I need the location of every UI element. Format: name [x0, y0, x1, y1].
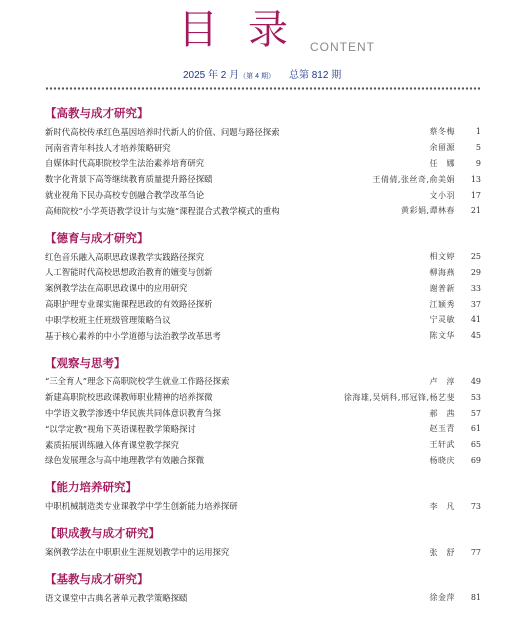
toc-entry[interactable] — [45, 405, 481, 421]
section-title: 【高教与成才研究】 — [45, 106, 149, 120]
article-author: 徐海雄,吴炳科,邢冠锋,杨艺斐 — [343, 392, 455, 402]
article-title: 素质拓展训练融入体育课堂教学探究 — [45, 439, 179, 450]
article-title: 新建高职院校思政课教师职业精神的培养探微 — [45, 392, 213, 403]
page-number: 45 — [470, 331, 481, 341]
article-title: 中职机械制造类专业课教学中学生创新能力培养探研 — [45, 501, 238, 512]
article-title: 案例教学法在高职思政课中的应用研究 — [45, 283, 188, 294]
article-title: 自媒体时代高职院校学生法治素养培育研究 — [45, 158, 205, 169]
article-author: 杨晓庆 — [429, 455, 455, 465]
issue-number: （第 4 期） — [239, 73, 275, 80]
article-title: 绿色发展理念与高中地理教学有效融合探微 — [45, 455, 205, 466]
dotted-divider — [45, 87, 481, 90]
toc-entry[interactable] — [45, 328, 481, 344]
page-number: 69 — [470, 455, 481, 465]
toc-section — [45, 522, 481, 560]
page-number: 5 — [475, 143, 481, 153]
page-number: 57 — [470, 408, 481, 418]
article-author: 郝 茜 — [429, 408, 455, 418]
toc-entry[interactable] — [45, 389, 481, 405]
article-title: 高师院校“小学英语教学设计与实施”课程混合式教学模式的重构 — [45, 205, 280, 216]
toc-section — [45, 476, 481, 514]
table-of-contents — [45, 102, 481, 614]
toc-section — [45, 227, 481, 344]
toc-entry[interactable] — [45, 156, 481, 172]
toc-entry[interactable] — [45, 140, 481, 156]
page-title: 目录 — [178, 7, 318, 53]
page-number: 33 — [470, 283, 481, 293]
section-title: 【观察与思考】 — [45, 355, 126, 370]
section-title: 【德育与成才研究】 — [45, 230, 149, 245]
toc-entry[interactable] — [45, 312, 481, 328]
article-title: “以学定教”视角下英语课程教学策略探讨 — [45, 423, 196, 434]
toc-entry[interactable] — [45, 590, 481, 606]
article-author: 李 凡 — [429, 501, 455, 511]
article-author: 文小羽 — [429, 190, 455, 200]
article-author: 江颖秀 — [429, 299, 455, 309]
article-author: 黄彩娟,谭林春 — [400, 206, 455, 216]
issue-date: 2025 年 2 月 — [183, 70, 240, 81]
article-title: 红色音乐融入高职思政课教学实践路径探究 — [45, 251, 205, 262]
section-title: 【基教与成才研究】 — [45, 571, 149, 586]
article-title: 数字化背景下高等继续教育质量提升路径探赜 — [45, 174, 213, 185]
article-title: 中学语文教学渗透中华民族共同体意识教育刍探 — [45, 408, 221, 419]
article-author: 相文婷 — [429, 252, 455, 262]
toc-section — [45, 568, 481, 606]
article-title: “三全育人”理念下高职院校学生就业工作路径探索 — [45, 376, 230, 387]
article-author: 张 舒 — [429, 547, 455, 557]
page-title-english: CONTENT — [310, 40, 375, 54]
toc-entry[interactable] — [45, 265, 481, 281]
article-author: 蔡冬梅 — [429, 127, 455, 137]
toc-entry[interactable] — [45, 203, 481, 219]
page-number: 1 — [475, 127, 481, 137]
page-number: 41 — [470, 315, 481, 325]
page-number: 81 — [470, 593, 481, 603]
article-title: 高职护理专业课实施课程思政的有效路径探析 — [45, 299, 213, 310]
page-number: 17 — [470, 190, 481, 200]
page-number: 49 — [470, 376, 481, 386]
toc-entry[interactable] — [45, 249, 481, 265]
toc-entry[interactable] — [45, 187, 481, 203]
toc-entry[interactable] — [45, 296, 481, 312]
article-author: 柳海燕 — [429, 267, 455, 277]
header — [0, 0, 527, 95]
page-number: 29 — [470, 267, 481, 277]
page-number: 9 — [475, 158, 481, 168]
page-number: 53 — [470, 392, 481, 402]
article-author: 谢普新 — [429, 283, 455, 293]
article-author: 余留源 — [429, 143, 455, 153]
section-title: 【职成教与成才研究】 — [45, 526, 160, 541]
toc-entry[interactable] — [45, 437, 481, 453]
article-title: 河南省青年科技人才培养策略研究 — [45, 142, 171, 153]
toc-entry[interactable] — [45, 171, 481, 187]
toc-entry[interactable] — [45, 280, 481, 296]
issue-info — [183, 66, 341, 81]
page-number: 25 — [470, 252, 481, 262]
article-author: 王倩倩,张丝奇,俞美娟 — [372, 174, 455, 184]
toc-entry[interactable] — [45, 544, 481, 560]
article-title: 新时代高校传承红色基因培养时代新人的价值、问题与路径探索 — [45, 126, 280, 137]
issue-total: 总第 812 期 — [288, 70, 342, 81]
article-author: 任 娜 — [429, 158, 455, 168]
section-title: 【能力培养研究】 — [45, 480, 137, 495]
article-author: 宁灵敏 — [429, 315, 455, 325]
toc-entry[interactable] — [45, 453, 481, 469]
page-number: 73 — [470, 501, 481, 511]
article-author: 陈文华 — [429, 331, 455, 341]
article-author: 卢 淳 — [429, 376, 455, 386]
page-number: 13 — [470, 174, 481, 184]
toc-entry[interactable] — [45, 498, 481, 514]
article-author: 赵玉青 — [429, 424, 455, 434]
page-number: 77 — [470, 547, 481, 557]
toc-entry[interactable] — [45, 124, 481, 140]
article-title: 语文课堂中古典名著单元教学策略探赜 — [45, 592, 188, 603]
article-author: 徐金萍 — [429, 593, 455, 603]
toc-entry[interactable] — [45, 421, 481, 437]
article-author: 王轩武 — [429, 440, 455, 450]
toc-entry[interactable] — [45, 374, 481, 390]
toc-section — [45, 102, 481, 219]
article-title: 中职学校班主任班级管理策略刍议 — [45, 314, 171, 325]
page-number: 65 — [470, 440, 481, 450]
article-title: 人工智能时代高校思想政治教育的嬗变与创新 — [45, 267, 213, 278]
article-title: 就业视角下民办高校专创融合教学改革刍论 — [45, 190, 205, 201]
page-number: 37 — [470, 299, 481, 309]
page-number: 21 — [470, 206, 481, 216]
article-title: 基于核心素养的中小学道德与法治教学改革思考 — [45, 330, 221, 341]
toc-section — [45, 352, 481, 469]
article-title: 案例教学法在中职职业生涯规划教学中的运用探究 — [45, 547, 230, 558]
page-number: 61 — [470, 424, 481, 434]
